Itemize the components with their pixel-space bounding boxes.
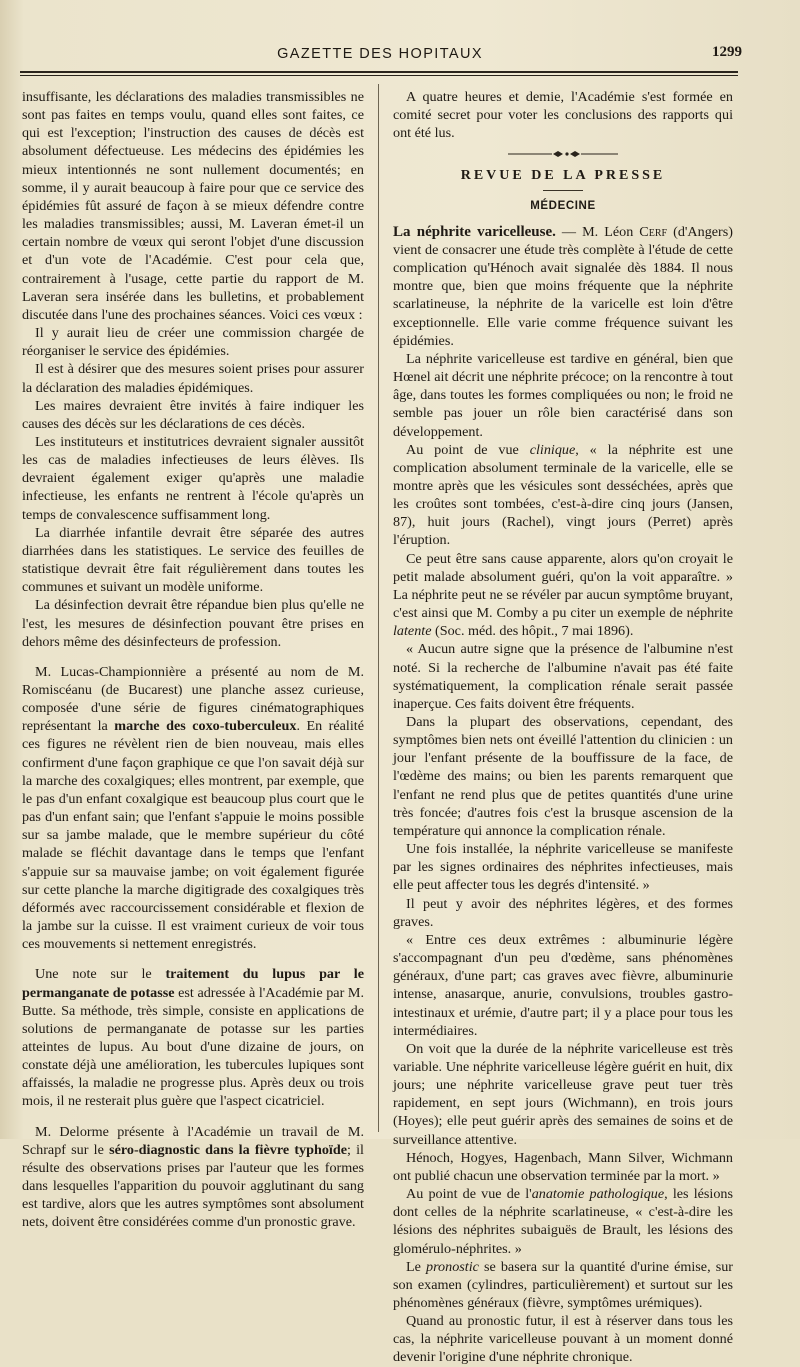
column-divider — [378, 84, 379, 1132]
paragraph: Les instituteurs et institutrices devraient signaler aussitôt les cas de maladies infectieuses de leurs élèves. Ils devraient également exiger qu'après une maladie infectieuse, les enfants ne rentrent à l'école qu'après un temps de convalescence suffisamment long. — [22, 433, 364, 523]
paragraph: Il y aurait lieu de créer une commission chargée de réorganiser le service des épidémies. — [22, 325, 364, 360]
text-run: Le — [406, 1258, 426, 1275]
paragraph: La diarrhée infantile devrait être séparée des autres diarrhées dans les statistiques. Le service des feuilles de statistique devrait être fait régulièrement dans toutes les communes et suivant un modèle uniforme. — [22, 524, 364, 596]
article-title: La néphrite varicelleuse. — [393, 223, 556, 240]
text-run: Une note sur le — [35, 966, 166, 983]
italic-run: pronostic — [426, 1258, 479, 1275]
paragraph — [393, 1258, 733, 1312]
text-run: Ce peut être sans cause apparente, alors qu'on croyait le petit malade absolument guéri, qu'on la voit apparaître. » La néphrite peut ne se révéler par aucun symptôme bruyant, c'est ainsi que M. Comby a pu citer un exemple de néphrite — [393, 550, 733, 622]
section-subtitle: MÉDECINE — [530, 199, 596, 212]
ornament-divider — [393, 145, 733, 161]
paragraph: Dans la plupart des observations, cependant, des symptômes bien nets ont éveillé l'attention du clinicien : un jour l'enfant présente de la bouffissure de la face, de l'œdème des mains; ou bien les parents remarquent que l'enfant ne rend plus que de petites quantités d'une urine très foncée; d'autres fois c'est la brusque ascension de la température qui annonce la complication rénale. — [393, 714, 733, 839]
right-column — [393, 88, 733, 1367]
text-run: (d'Angers) vient de consacrer une étude très complète à l'étude de cette complication qu'Hénoch avait signalée dès 1884. Il nous montre que, bien que moins fréquente que la néphrite scarlatineuse, la néphrite de la varicelle est loin d'être exceptionnelle. Elle varie comme fréquence suivant les épidémies. — [393, 223, 733, 349]
text-run: se basera sur la quantité d'urine émise, sur son examen (cylindres, particulièrement) et surtout sur les phénomènes généraux (fièvre, symptômes urémiques). — [393, 1258, 733, 1311]
running-title: GAZETTE DES HOPITAUX — [277, 46, 483, 62]
paragraph: Quand au pronostic futur, il est à réserver dans tous les cas, la néphrite varicelleuse pouvant à un moment donné devenir l'origine d'une néphrite chronique. — [393, 1313, 733, 1366]
text-run: Au point de vue — [406, 441, 530, 458]
text-run: (Soc. méd. des hôpit., 7 mai 1896). — [431, 623, 634, 640]
paragraph: Il peut y avoir des néphrites légères, et des formes graves. — [393, 895, 733, 930]
bold-run: traitement du lupus par le permanganate de potasse — [22, 966, 364, 1001]
paragraph: insuffisante, les déclarations des maladies transmissibles ne sont pas faites en temps voulu, quand elles sont faites, ce qui est l'exception; l'instruction des causes de décès est absolument défectueuse. Les médecins des épidémies les mieux intentionnés ne sont nullement documentés; en somme, il y aurait beaucoup à faire pour que ce service des épidémies fût assuré de façon à se mieux défendre contre les maladies transmissibles; aussi, M. Laveran émet-il un certain nombre de vœux qui seront l'objet d'une discussion et d'un vote de l'Académie. C'est pour cela que, contrairement à l'usage, cette partie du rapport de M. Laveran sera insérée dans les bulletins, et probablement discutée dans l'une des prochaines séances. Voici ces vœux : — [22, 89, 364, 323]
text-run: M. Lucas-Championnière a présenté au nom de M. Romiscéanu (de Bucarest) une planche assez curieuse, composée d'une série de figures cinématographiques représentant la — [22, 663, 364, 735]
text-run: . En réalité ces figures ne révèlent rien de bien nouveau, mais elles confirment d'une façon graphique ce que l'on savait déjà sur la marche des coxalgiques; elles montrent, par exemple, que le pas d'un enfant coxalgique est beaucoup plus court que le pas d'un enfant sain; que l'enfant s'appuie le moins possible sur sa jambe malade, que le membre supérieur du côté malade se fléchit davantage dans le temps que l'enfant s'appuie sur sa mauvaise jambe; on voit également figurée sur cette planche la marche digitigrade des coxalgiques très déformés avec raccourcissement considérable et flexion de la jambe sur la cuisse. Il est vraiment curieux de voir tous ces mouvements si nettement enregistrés. — [22, 718, 364, 953]
section-title: REVUE DE LA PRESSE — [460, 168, 666, 184]
paragraph: Hénoch, Hogyes, Hagenbach, Mann Silver, Wichmann ont publié chacun une observation terminée par la mort. » — [393, 1149, 733, 1184]
text-run: M. Delorme présente à l'Académie un travail de M. Schrapf sur le — [22, 1123, 364, 1158]
text-run: , les lésions dont celles de la néphrite scarlatineuse, « c'est-à-dire les lésions des néphrites subaiguës de Brault, les lésions des glomérulo-néphrites. » — [393, 1186, 733, 1257]
paragraph: La désinfection devrait être répandue bien plus qu'elle ne l'est, les mesures de désinfection pouvant être prises en dehors même des désinfecteurs de profession. — [22, 597, 364, 650]
text-run: Au point de vue de l' — [406, 1186, 532, 1203]
italic-run: latente — [393, 623, 432, 640]
left-column — [22, 88, 364, 1232]
page-number: 1299 — [712, 44, 742, 60]
paragraph-coxo — [22, 663, 364, 954]
paragraph: « Aucun autre signe que la présence de l'albumine n'est noté. Si la recherche de l'albumine n'avait pas été faite systématiquement, la complication rénale serait passée inaperçue. Ces faits doivent être fréquents. — [393, 641, 733, 712]
paragraph-lupus — [22, 965, 364, 1110]
paragraph: Il est à désirer que des mesures soient prises pour assurer la déclaration des maladies épidémiques. — [22, 361, 364, 396]
author-name: Cerf — [639, 223, 668, 240]
paragraph — [393, 1185, 733, 1258]
paragraph — [393, 441, 733, 550]
paragraph: « Entre ces deux extrêmes : albuminurie légère s'accompagnant d'un peu d'œdème, sans phénomènes généraux, d'une part; cas graves avec fièvre, albuminurie intense, anasarque, anurie, convulsions, troubles gastro-intestinaux et urémie, d'autre part; il y a place pour tous les intermédiaires. — [393, 931, 733, 1039]
header-rule — [20, 71, 738, 73]
italic-run: anatomie pathologique — [531, 1186, 665, 1203]
header-rule-thin — [20, 75, 738, 76]
text-run: ; il résulte des observations prises par l'auteur que les formes dans lesquelles l'apparition du pouvoir agglutinant du sang est tardive, alors que les autres symptômes sont absolument nets, doivent être considérées comme d'un pronostic grave. — [22, 1141, 364, 1231]
paragraph: Les maires devraient être invités à faire indiquer les causes des décès sur les déclarations de ces décès. — [22, 397, 364, 432]
paragraph: On voit que la durée de la néphrite varicelleuse est très variable. Une néphrite varicelleuse légère guérit en huit, dix jours; une néphrite varicelleuse grave peut tuer très rapidement, en sept jours (Wichmann), en trois jours (Hoyes); elle peut guérir après des semaines de soins et de surveillance attentive. — [393, 1040, 733, 1148]
page-header — [20, 46, 740, 66]
bold-run: marche des coxo-tuberculeux — [114, 718, 297, 735]
text-run: , « la néphrite est une complication absolument terminale de la varicelle, elle se montre après que les vésicules sont desséchées, après que les croûtes sont tombées, c'est-à-dire cinq jours (Jansen, 87), huit jours (Rachel), vingt jours (Perret) après l'éruption. — [393, 441, 733, 549]
text-run: — M. Léon — [555, 223, 640, 240]
paragraph — [393, 550, 733, 641]
paragraph: Une fois installée, la néphrite varicelleuse se manifeste par les signes ordinaires des néphrites infectieuses, mais elle peut affecter tous les degrés d'intensité. » — [393, 841, 733, 894]
text-run: est adressée à l'Académie par M. Butte. Sa méthode, très simple, consiste en applications de solutions de permanganate de potasse sur les parties atteintes de lupus. Au bout d'une dizaine de jours, on constate déjà une amélioration, les tubercules lupiques sont affaissés, la maladie ne progresse plus. Après deux ou trois mois, il ne resterait plus guère que l'aspect cicatriciel. — [22, 984, 364, 1110]
italic-run: clinique — [529, 441, 576, 458]
section-rule — [543, 190, 583, 191]
paragraph-lead — [393, 223, 733, 350]
paragraph: La néphrite varicelleuse est tardive en général, bien que Hœnel ait décrit une néphrite précoce; on la rencontre à tout âge, dans toutes les formes compliquées ou non; le froid ne semble pas jouer un rôle bien caractérisé dans son développement. — [393, 350, 734, 440]
paragraph: A quatre heures et demie, l'Académie s'est formée en comité secret pour voter les conclusions des rapports qui ont été lus. — [393, 89, 733, 142]
bold-run: séro-diagnostic dans la fièvre typhoïde — [109, 1141, 347, 1158]
